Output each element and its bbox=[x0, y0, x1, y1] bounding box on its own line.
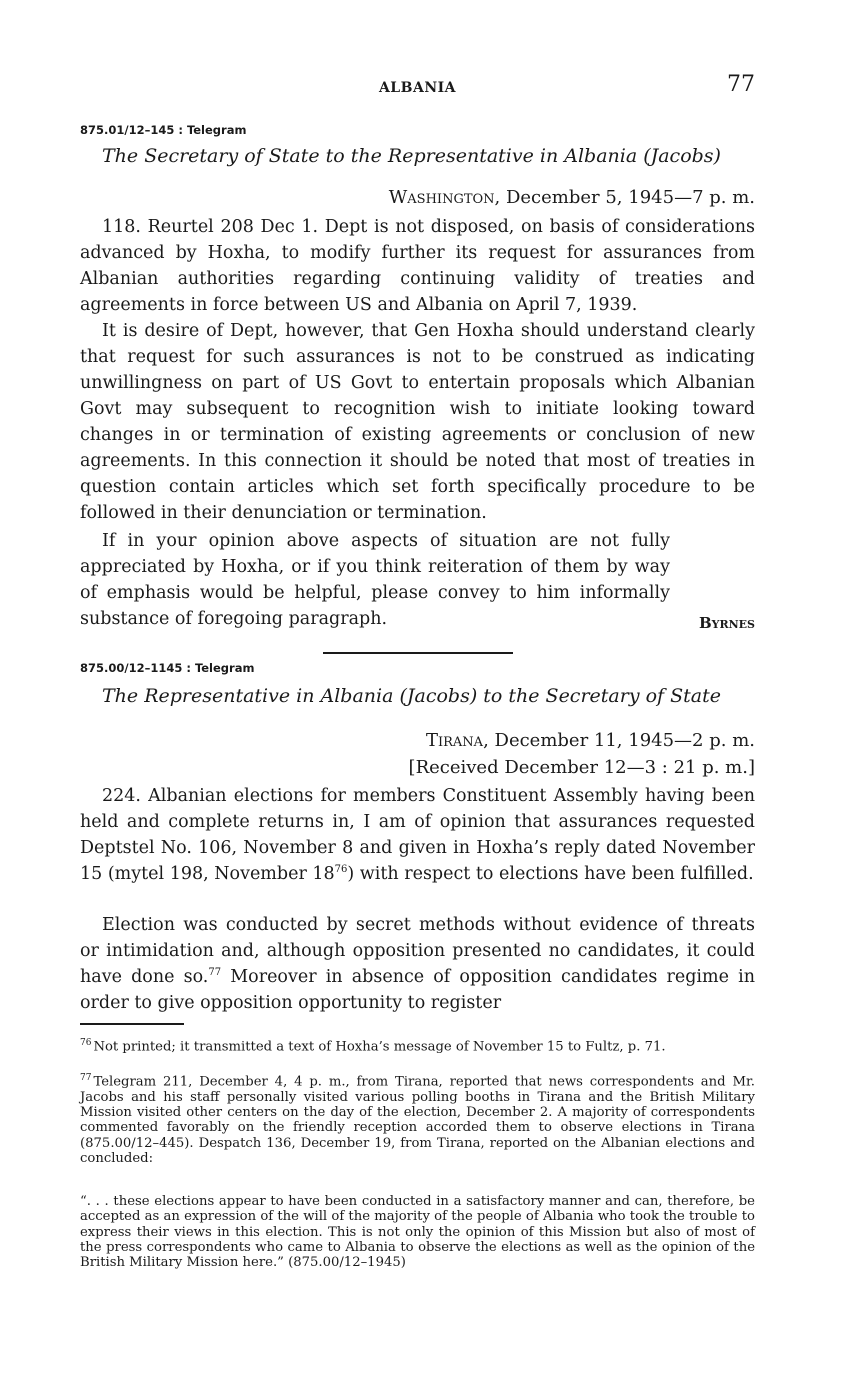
doc1-signature: Byrnes bbox=[698, 614, 755, 632]
doc2-paragraph-2-text-a: Election was conducted by secret methods without evidence of threats or intimidation and, although opposition presented no candidates, it could have done so. bbox=[80, 915, 755, 987]
footnote-77-marker: 77 bbox=[80, 1073, 92, 1083]
doc1-paragraph-2: It is desire of Dept, however, that Gen Hoxha should understand clearly that request for such assurances is not to be construed as indicating unwillingness on part of US Govt to entertain proposals which Albanian Govt may subsequent to recognition wish to initiate looking toward changes in or termination of existing agreements or conclusion of new agreements. In this connection it should be noted that most of treaties in question contain articles which set forth specifically procedure to be followed in their denunciation or termination. bbox=[80, 321, 755, 523]
footnote-77-quote bbox=[80, 1194, 755, 1270]
footnote-ref-77[interactable]: 77 bbox=[208, 967, 222, 979]
doc2-dateline-date: December 11, 1945—2 p. m. bbox=[488, 730, 755, 751]
running-head: ALBANIA bbox=[378, 80, 457, 96]
doc2-dateline-place: Tirana, bbox=[425, 730, 489, 751]
section-divider bbox=[323, 652, 513, 654]
doc1-paragraph-1: 118. Reurtel 208 Dec 1. Dept is not disposed, on basis of considerations advanced by Hoxha, to modify further its request for assurances from Albanian authorities regarding continuing validity of treaties and agreements in force between US and Albania on April 7, 1939. bbox=[80, 217, 755, 315]
footnote-77 bbox=[80, 1071, 755, 1166]
page-number: 77 bbox=[727, 72, 755, 97]
doc1-dateline bbox=[389, 187, 755, 208]
doc2-paragraph-1 bbox=[80, 783, 755, 887]
doc2-file-number: 875.00/12–1145 : Telegram bbox=[80, 661, 255, 675]
doc1-dateline-place: Washington, bbox=[388, 187, 501, 208]
doc2-paragraph-2-text-b: Moreover in absence of opposition candidates regime in order to give opposition opportunity to register bbox=[80, 967, 755, 1013]
doc1-paragraph-3: If in your opinion above aspects of situation are not fully appreciated by Hoxha, or if you think reiteration of them by way of emphasis would be helpful, please convey to him informally substance of foregoing paragraph. bbox=[80, 531, 670, 629]
footnote-76-marker: 76 bbox=[80, 1038, 92, 1048]
doc2-received: [Received December 12—3 : 21 p. m.] bbox=[408, 757, 755, 778]
footnote-rule bbox=[80, 1023, 184, 1025]
doc2-title: The Representative in Albania (Jacobs) to the Secretary of State bbox=[102, 685, 721, 707]
doc1-dateline-date: December 5, 1945—7 p. m. bbox=[500, 187, 755, 208]
doc1-title: The Secretary of State to the Representative in Albania (Jacobs) bbox=[102, 145, 721, 167]
doc1-file-number: 875.01/12–145 : Telegram bbox=[80, 123, 247, 137]
footnote-76-text: Not printed; it transmitted a text of Hoxha’s message of November 15 to Fultz, p. 71. bbox=[93, 1039, 666, 1055]
doc2-paragraph-2 bbox=[80, 912, 755, 1016]
doc2-paragraph-1-text-a: 224. Albanian elections for members Constituent Assembly having been held and complete returns in, I am of opinion that assurances requested Deptstel No. 106, November 8 and given in Hoxha’s reply dated November 15 (mytel 198, November 18 bbox=[80, 786, 755, 884]
page-header bbox=[80, 72, 755, 102]
footnote-77-text: Telegram 211, December 4, 4 p. m., from Tirana, reported that news correspondents and Mr. Jacobs and his staff personally visited various polling booths in Tirana and the British Military Mission visited other centers on the day of the election, December 2. A majority of correspondents commented favorably on the friendly reception accorded them to observe elections in Tirana (875.00/12–445). Despatch 136, December 19, from Tirana, reported on the Albanian elections and concluded: bbox=[80, 1074, 755, 1166]
doc2-paragraph-1-text-b: ) with respect to elections have been fulfilled. bbox=[347, 864, 754, 884]
doc2-dateline bbox=[426, 730, 755, 751]
footnote-76 bbox=[80, 1036, 755, 1055]
footnote-ref-76[interactable]: 76 bbox=[334, 864, 348, 876]
footnote-77-quote-text: “. . . these elections appear to have been conducted in a satisfactory manner and can, therefore, be accepted as an expression of the will of the majority of the people of Albania who took the trouble to express their views in this election. This is not only the opinion of this Mission but also of most of the press correspondents who came to Albania to observe the elections as well as the opinion of the British Military Mission here.” (875.00/12–1945) bbox=[80, 1194, 755, 1271]
